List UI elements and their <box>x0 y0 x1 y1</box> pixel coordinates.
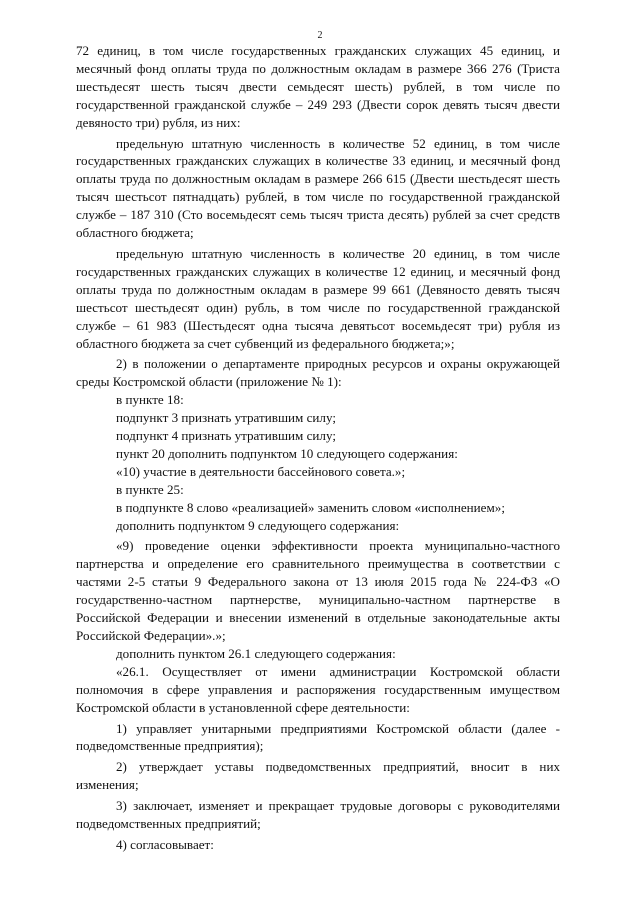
page-number: 2 <box>317 30 323 41</box>
paragraph: 2) в положении о департаменте природных ресурсов и охраны окружающей среды Костромской области (приложение № 1): <box>76 356 560 390</box>
paragraph: пункт 20 дополнить подпунктом 10 следующего содержания: <box>116 445 458 461</box>
paragraph: 72 единиц, в том числе государственных гражданских служащих 45 единиц, и месячный фонд оплаты труда по должностным окладам в размере 366 276 (Триста шестьдесят шесть тысяч двести семьдесят шесть) рублей, в том числе по государственной гражданской службе – 249 293 (Двести сорок девять тысяч двести девяносто три) рубля, из них: <box>76 43 560 130</box>
paragraph: 1) управляет унитарными предприятиями Костромской области (далее - подведомственные предприятия); <box>76 720 560 754</box>
paragraph: подпункт 3 признать утратившим силу; <box>116 410 336 426</box>
paragraph: дополнить подпунктом 9 следующего содержания: <box>116 517 400 533</box>
paragraph: предельную штатную численность в количестве 52 единиц, в том числе государственных гражданских служащих в количестве 33 единиц, и месячный фонд оплаты труда по должностным окладам в размере 266 615 (Двести шестьдесят шесть тысяч шестьсот пятнадцать) рублей, в том числе по государственной гражданской службе – 187 310 (Сто восемьдесят семь тысяч триста десять) рублей за счет средств областного бюджета; <box>76 135 560 241</box>
paragraph: 4) согласовывает: <box>116 836 214 852</box>
paragraph: в пункте 18: <box>116 392 184 408</box>
paragraph: 2) утверждает уставы подведомственных предприятий, вносит в них изменения; <box>76 759 560 793</box>
paragraph: в подпункте 8 слово «реализацией» заменить словом «исполнением»; <box>116 499 505 515</box>
paragraph: предельную штатную численность в количестве 20 единиц, в том числе государственных гражданских служащих в количестве 12 единиц, и месячный фонд оплаты труда по должностным окладам в размере 99 661 (Девяносто девять тысяч шестьсот шестьдесят один) рубль, в том числе по государственной гражданской службе – 61 983 (Шестьдесят одна тысяча девятьсот восемьдесят три) рубля из областного бюджета за счет субвенций из федерального бюджета;»; <box>76 245 560 351</box>
paragraph: «26.1. Осуществляет от имени администрации Костромской области полномочия в сфере управления и распоряжения государственным имуществом Костромской области в установленной сфере деятельности: <box>76 663 560 715</box>
paragraph: «10) участие в деятельности бассейнового совета.»; <box>116 463 406 479</box>
paragraph: в пункте 25: <box>116 481 184 497</box>
document-body <box>76 42 560 854</box>
paragraph: «9) проведение оценки эффективности проекта муниципально-частного партнерства и определение его сравнительного преимущества в соответствии с частями 2-5 статьи 9 Федерального закона от 13 июля 2015 года № 224-ФЗ «О государственно-частном партнерстве, муниципально-частном партнерстве в Российской Федерации и внесении изменений в отдельные законодательные акты Российской Федерации».»; <box>76 538 560 643</box>
paragraph: подпункт 4 признать утратившим силу; <box>116 428 336 444</box>
paragraph: 3) заключает, изменяет и прекращает трудовые договоры с руководителями подведомственных предприятий; <box>76 798 560 832</box>
paragraph: дополнить пунктом 26.1 следующего содержания: <box>116 645 396 661</box>
